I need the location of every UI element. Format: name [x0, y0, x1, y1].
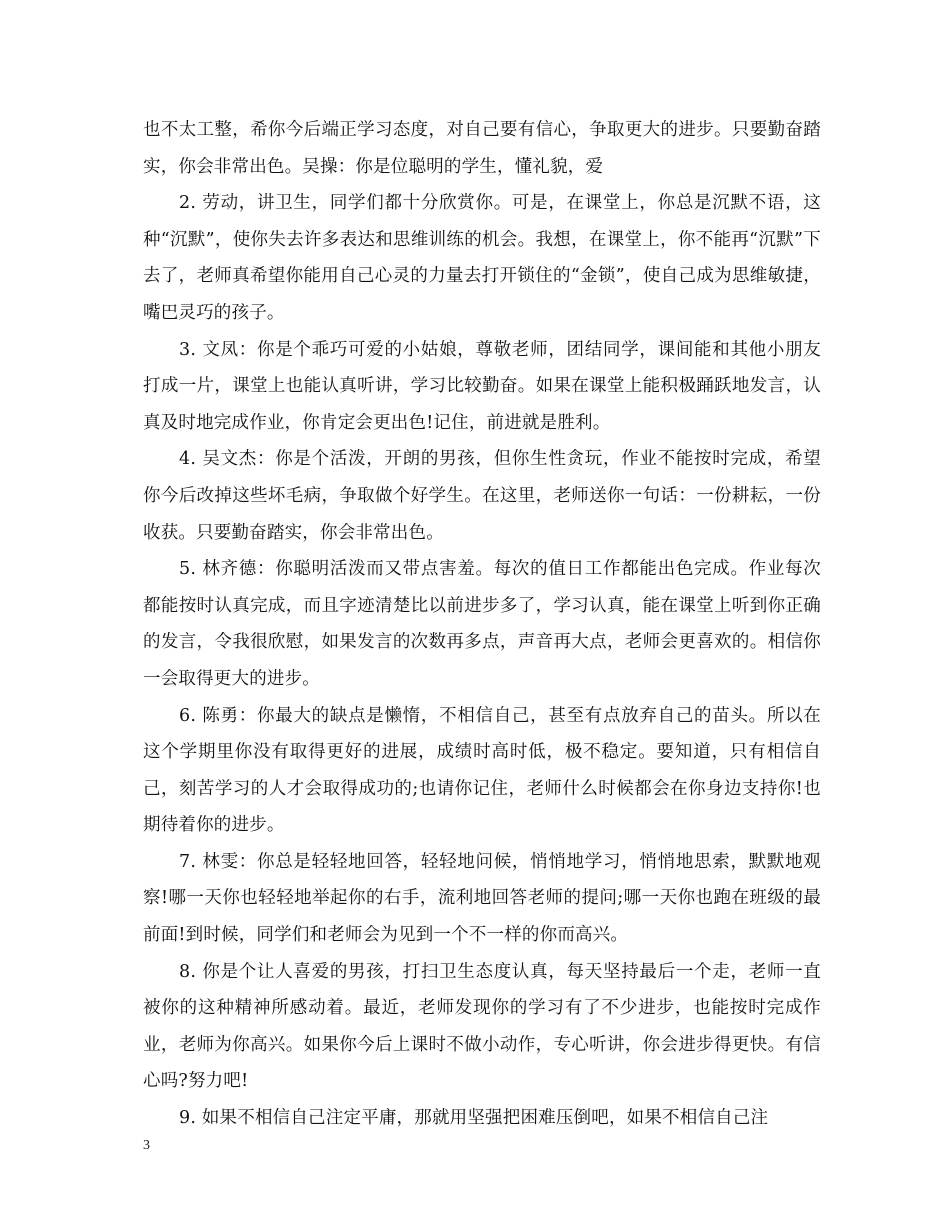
paragraph-item-9: 9. 如果不相信自己注定平庸，那就用坚强把困难压倒吧，如果不相信自己注 [179, 1108, 769, 1129]
page-number: 3 [143, 1138, 150, 1153]
paragraph-continuation: 也不太工整，希你今后端正学习态度，对自己要有信心，争取更大的进步。只要勤奋踏实，你会非常出色。吴操：你是位聪明的学生，懂礼貌，爱 [143, 120, 821, 177]
paragraph-item-7: 7. 林雯：你总是轻轻地回答，轻轻地问候，悄悄地学习，悄悄地思索，默默地观察!哪一天你也轻轻地举起你的右手，流利地回答老师的提问;哪一天你也跑在班级的最前面!到时候，同学们和老师会为见到一个不一样的你而高兴。 [143, 851, 821, 946]
paragraph-item-8: 8. 你是个让人喜爱的男孩，打扫卫生态度认真，每天坚持最后一个走，老师一直被你的这种精神所感动着。最近，老师发现你的学习有了不少进步，也能按时完成作业，老师为你高兴。如果你今后上课时不做小动作，专心听讲，你会进步得更快。有信心吗?努力吧! [143, 961, 821, 1092]
paragraph-item-4: 4. 吴文杰：你是个活泼，开朗的男孩，但你生性贪玩，作业不能按时完成，希望你今后改掉这些坏毛病，争取做个好学生。在这里，老师送你一句话：一份耕耘，一份收获。只要勤奋踏实，你会非常出色。 [143, 449, 821, 543]
document-body [143, 112, 821, 1137]
paragraph-item-3: 3. 文凤：你是个乖巧可爱的小姑娘，尊敬老师，团结同学，课间能和其他小朋友打成一片，课堂上也能认真听讲，学习比较勤奋。如果在课堂上能积极踊跃地发言，认真及时地完成作业，你肯定会更出色!记住，前进就是胜利。 [143, 339, 821, 433]
paragraph-item-2: 2. 劳动，讲卫生，同学们都十分欣赏你。可是，在课堂上，你总是沉默不语，这种“沉默”，使你失去许多表达和思维训练的机会。我想，在课堂上，你不能再“沉默”下去了，老师真希望你能用自己心灵的力量去打开锁住的“金锁”，使自己成为思维敏捷，嘴巴灵巧的孩子。 [143, 193, 821, 323]
paragraph-item-5: 5. 林齐德：你聪明活泼而又带点害羞。每次的值日工作都能出色完成。作业每次都能按时认真完成，而且字迹清楚比以前进步多了，学习认真，能在课堂上听到你正确的发言，令我很欣慰，如果发言的次数再多点，声音再大点，老师会更喜欢的。相信你一会取得更大的进步。 [143, 559, 821, 689]
paragraph-item-6: 6. 陈勇：你最大的缺点是懒惰，不相信自己，甚至有点放弃自己的苗头。所以在这个学期里你没有取得更好的进展，成绩时高时低，极不稳定。要知道，只有相信自己，刻苦学习的人才会取得成功的;也请你记住，老师什么时候都会在你身边支持你!也期待着你的进步。 [143, 705, 821, 836]
